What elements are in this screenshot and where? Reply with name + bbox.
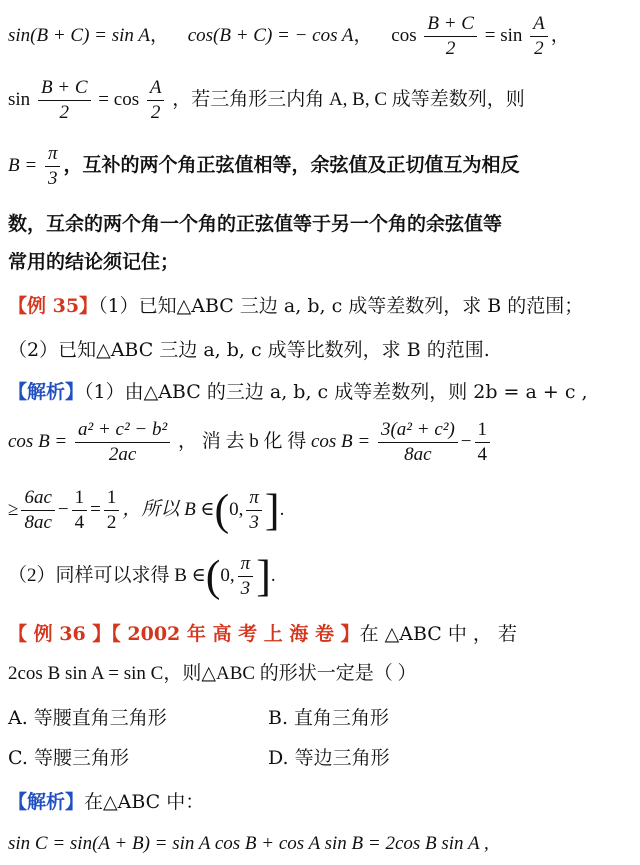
fraction-pi-over-3-c: $\frac{\pi}{3}$: [238, 552, 254, 601]
minus-sign-2: −: [57, 498, 69, 520]
solution-35-tag: 【解析】: [8, 381, 85, 403]
solution-36-text: 在△ABC 中：: [84, 791, 205, 813]
fraction-b-plus-c-over-2-b: $\frac{B + C}{2}$: [38, 76, 91, 125]
equals-sign: =: [90, 498, 101, 520]
fraction-law-of-cosines: $\frac{\text{a² + c² − b²}}{2ac}$: [75, 418, 170, 467]
bold-line-1: [8, 142, 632, 200]
interval-close-bracket: ]: [264, 485, 280, 535]
cos-b-label-2: cos B =: [310, 430, 371, 452]
sin-label-2: sin: [8, 88, 31, 110]
interval-open-paren-2: (: [205, 551, 221, 601]
interval-open-paren: (: [214, 485, 230, 535]
example-35-q1: [8, 294, 632, 318]
so-b-in-text: ，所以 B ∈: [122, 498, 215, 520]
bold-text-1: ，互补的两个角正弦值相等，余弦值及正切值互为相反: [63, 154, 520, 176]
option-d: D. 等边三角形: [268, 747, 390, 769]
sin-label: = sin: [484, 24, 523, 46]
example-36-question: 2cos B sin A = sin C，则△ABC 的形状一定是（ ）: [8, 663, 417, 684]
fraction-6ac-over-8ac: $\frac{6ac}{8ac}$: [21, 486, 54, 535]
fraction-3a2c2-over-8ac: $\frac{\text{3(a² + c²)}}{8ac}$: [378, 418, 458, 467]
eliminate-b-text: ， 消 去 b 化 得: [177, 430, 307, 452]
ge-sign: ≥: [8, 498, 19, 520]
option-c: C. 等腰三角形: [8, 747, 129, 769]
cos-label-2: = cos: [98, 88, 140, 110]
solution-36-line-2: sin C = sin(A + B) = sin A cos B + cos A sin B = 2cos B sin A ,: [8, 833, 489, 854]
identity-sin-bc: sin(B + C) = sin A: [8, 24, 150, 46]
cos-label: cos: [391, 24, 417, 46]
period: .: [279, 498, 285, 520]
solution-35-line-2: [8, 418, 632, 480]
part2-text: （2）同样可以求得 B ∈: [8, 564, 206, 586]
fraction-pi-over-3: $\frac{\pi}{3}$: [45, 142, 61, 191]
fraction-1-over-4-b: $\frac{1}{4}$: [72, 486, 88, 535]
bold-line-2: 数，互余的两个角一个角的正弦值等于另一个角的余弦值等: [8, 213, 503, 235]
fraction-a-over-2: $\frac{A}{2}$: [530, 12, 548, 61]
solution-35-text-1: （1）由△ABC 的三边 a, b, c 成等差数列，则 2b = a + c ,: [84, 381, 588, 403]
solution-36-tag: 【解析】: [8, 791, 85, 813]
fraction-a-over-2-b: $\frac{A}{2}$: [147, 76, 165, 125]
interval-close-bracket-2: ]: [256, 551, 271, 601]
cos-b-label: cos B =: [8, 430, 68, 452]
b-equals: B =: [8, 154, 38, 176]
example-36-header: [8, 622, 632, 646]
bold-line-3: 常用的结论须记住；: [8, 251, 180, 273]
example-36-tail: 在 △ABC 中 ， 若: [359, 623, 517, 645]
example-36-tag: 【 例 36 】【 2002 年 高 考 上 海 卷 】: [8, 623, 360, 645]
solution-35-line-1: [8, 380, 632, 404]
solution-36-line-1: [8, 790, 632, 814]
interval-zero: 0,: [229, 498, 244, 520]
identity-cos-bc: cos(B + C) = − cos A: [187, 24, 354, 46]
identity-line-1: sin(B + C) = sin A， cos(B + C) = − cos A， cos $\frac{B + C}{2}$ = sin $\frac{A}{2}$ ，: [8, 13, 570, 59]
arith-sequence-text: ，若三角形三内角 A, B, C 成等差数列，则: [172, 88, 525, 110]
option-b: B. 直角三角形: [268, 707, 390, 729]
solution-35-line-4: [8, 552, 632, 610]
fraction-pi-over-3-b: $\frac{\pi}{3}$: [246, 486, 262, 535]
example-35-tag: 【例 35】: [8, 295, 99, 317]
fraction-1-over-2: $\frac{1}{2}$: [104, 486, 120, 535]
fraction-b-plus-c-over-2: $\frac{B + C}{2}$: [424, 12, 477, 61]
fraction-1-over-4: $\frac{1}{4}$: [475, 418, 491, 467]
option-a: A. 等腰直角三角形: [8, 707, 167, 729]
identity-line-2: [8, 76, 632, 134]
example-35-q2: （2）已知△ABC 三边 a, b, c 成等比数列，求 B 的范围.: [8, 339, 490, 361]
period-2: .: [270, 564, 276, 586]
interval-zero-2: 0,: [220, 564, 235, 586]
minus-sign: −: [460, 430, 472, 452]
example-35-part1: （1）已知△ABC 三边 a, b, c 成等差数列，求 B 的范围；: [98, 295, 584, 317]
solution-35-line-3: [8, 486, 632, 544]
